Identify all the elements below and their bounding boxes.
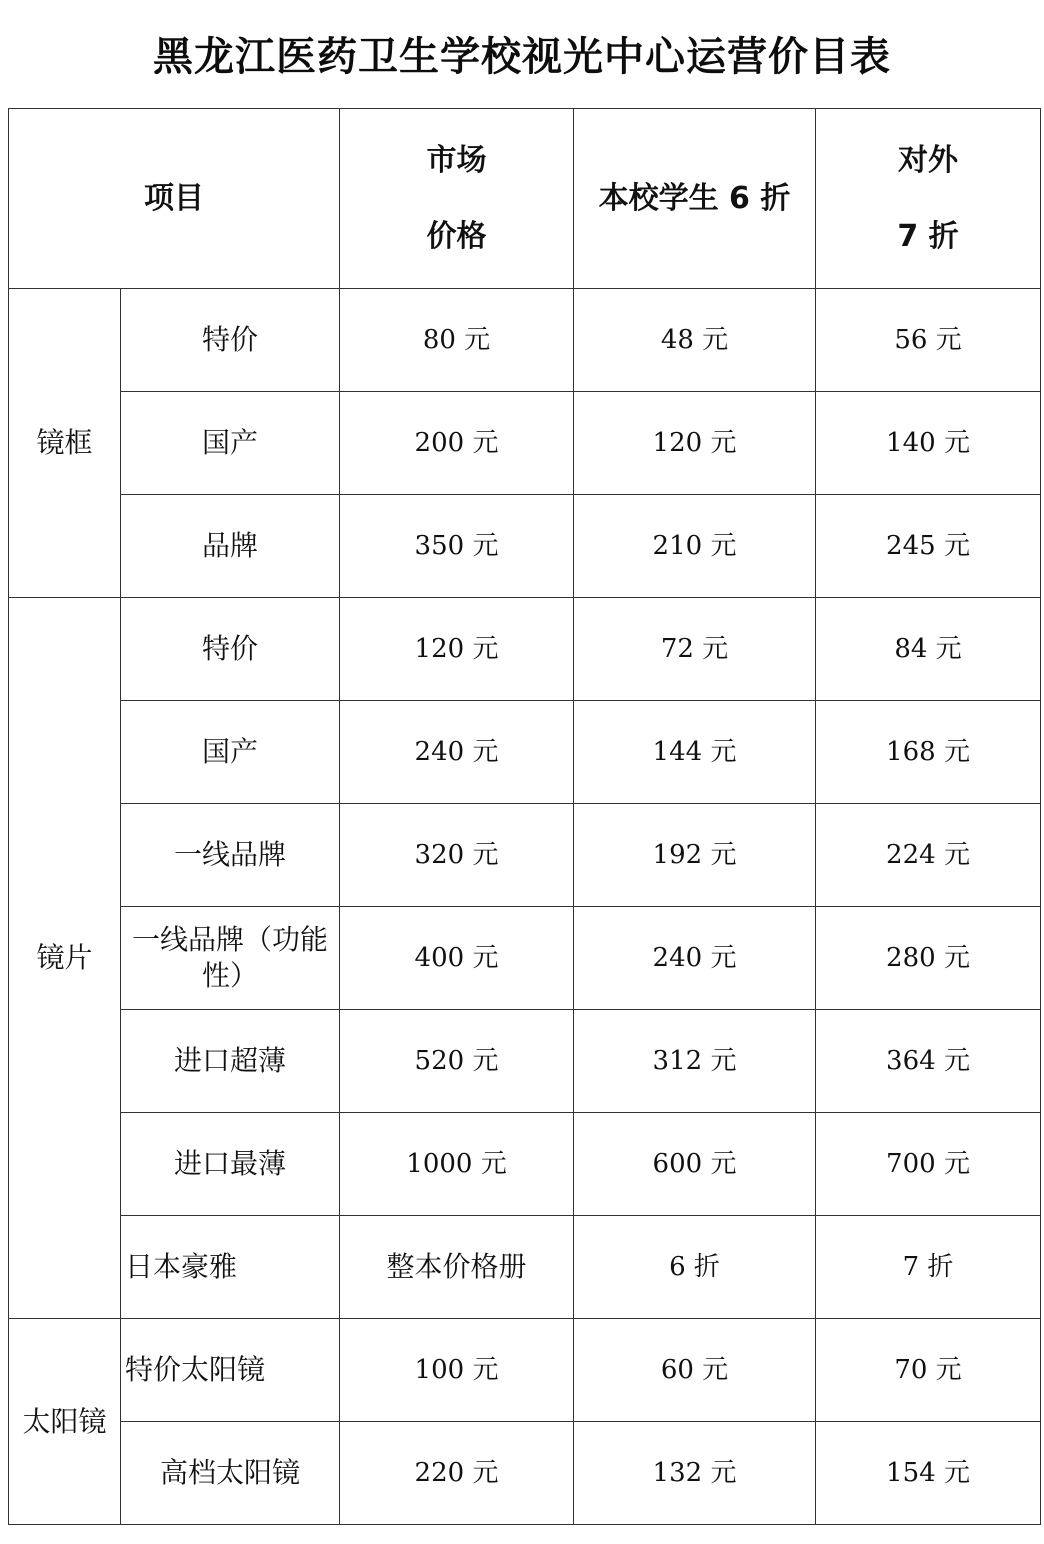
market-price: 350 元 bbox=[340, 495, 574, 598]
public-price: 168 元 bbox=[816, 701, 1041, 804]
table-header-row bbox=[9, 109, 1041, 289]
market-price: 220 元 bbox=[340, 1422, 574, 1525]
header-market-line1: 市场 bbox=[426, 142, 487, 178]
item-name: 高档太阳镜 bbox=[121, 1422, 340, 1525]
public-price: 700 元 bbox=[816, 1113, 1041, 1216]
student-price: 120 元 bbox=[574, 392, 816, 495]
public-price: 364 元 bbox=[816, 1010, 1041, 1113]
student-price: 48 元 bbox=[574, 289, 816, 392]
table-row bbox=[9, 598, 1041, 701]
table-row bbox=[9, 1319, 1041, 1422]
public-price: 140 元 bbox=[816, 392, 1041, 495]
item-name: 特价 bbox=[121, 598, 340, 701]
student-price: 60 元 bbox=[574, 1319, 816, 1422]
public-price: 154 元 bbox=[816, 1422, 1041, 1525]
student-price: 312 元 bbox=[574, 1010, 816, 1113]
public-price: 70 元 bbox=[816, 1319, 1041, 1422]
table-row bbox=[9, 495, 1041, 598]
page-title: 黑龙江医药卫生学校视光中心运营价目表 bbox=[153, 34, 891, 80]
table-row bbox=[9, 804, 1041, 907]
header-public-line1: 对外 bbox=[898, 142, 958, 178]
table-row bbox=[9, 392, 1041, 495]
market-price: 整本价格册 bbox=[340, 1216, 574, 1319]
header-public-price bbox=[816, 109, 1041, 289]
market-price: 400 元 bbox=[340, 907, 574, 1010]
public-price: 7 折 bbox=[816, 1216, 1041, 1319]
student-price: 132 元 bbox=[574, 1422, 816, 1525]
student-price: 144 元 bbox=[574, 701, 816, 804]
category-lenses: 镜片 bbox=[9, 598, 121, 1319]
item-name: 特价太阳镜 bbox=[121, 1319, 340, 1422]
header-market-price bbox=[340, 109, 574, 289]
item-name: 一线品牌（功能性） bbox=[121, 907, 340, 1010]
item-name: 进口超薄 bbox=[121, 1010, 340, 1113]
item-name: 特价 bbox=[121, 289, 340, 392]
market-price: 80 元 bbox=[340, 289, 574, 392]
student-price: 240 元 bbox=[574, 907, 816, 1010]
public-price: 280 元 bbox=[816, 907, 1041, 1010]
public-price: 56 元 bbox=[816, 289, 1041, 392]
item-name: 进口最薄 bbox=[121, 1113, 340, 1216]
market-price: 100 元 bbox=[340, 1319, 574, 1422]
student-price: 192 元 bbox=[574, 804, 816, 907]
market-price: 200 元 bbox=[340, 392, 574, 495]
item-name: 日本豪雅 bbox=[121, 1216, 340, 1319]
price-table bbox=[8, 108, 1041, 1525]
table-row bbox=[9, 289, 1041, 392]
table-row bbox=[9, 1422, 1041, 1525]
public-price: 84 元 bbox=[816, 598, 1041, 701]
public-price: 224 元 bbox=[816, 804, 1041, 907]
market-price: 520 元 bbox=[340, 1010, 574, 1113]
category-sunglasses: 太阳镜 bbox=[9, 1319, 121, 1525]
header-market-line2: 价格 bbox=[426, 218, 487, 254]
market-price: 320 元 bbox=[340, 804, 574, 907]
header-public-line2: 7 折 bbox=[897, 218, 959, 254]
table-row bbox=[9, 1113, 1041, 1216]
table-row bbox=[9, 1216, 1041, 1319]
market-price: 1000 元 bbox=[340, 1113, 574, 1216]
item-name: 品牌 bbox=[121, 495, 340, 598]
table-row bbox=[9, 907, 1041, 1010]
student-price: 6 折 bbox=[574, 1216, 816, 1319]
market-price: 240 元 bbox=[340, 701, 574, 804]
item-name: 国产 bbox=[121, 392, 340, 495]
student-price: 210 元 bbox=[574, 495, 816, 598]
table-row bbox=[9, 701, 1041, 804]
student-price: 600 元 bbox=[574, 1113, 816, 1216]
market-price: 120 元 bbox=[340, 598, 574, 701]
table-row bbox=[9, 1010, 1041, 1113]
student-price: 72 元 bbox=[574, 598, 816, 701]
category-frames: 镜框 bbox=[9, 289, 121, 598]
header-item: 项目 bbox=[9, 109, 340, 289]
public-price: 245 元 bbox=[816, 495, 1041, 598]
header-student-price: 本校学生 6 折 bbox=[574, 109, 816, 289]
item-name: 国产 bbox=[121, 701, 340, 804]
item-name: 一线品牌 bbox=[121, 804, 340, 907]
